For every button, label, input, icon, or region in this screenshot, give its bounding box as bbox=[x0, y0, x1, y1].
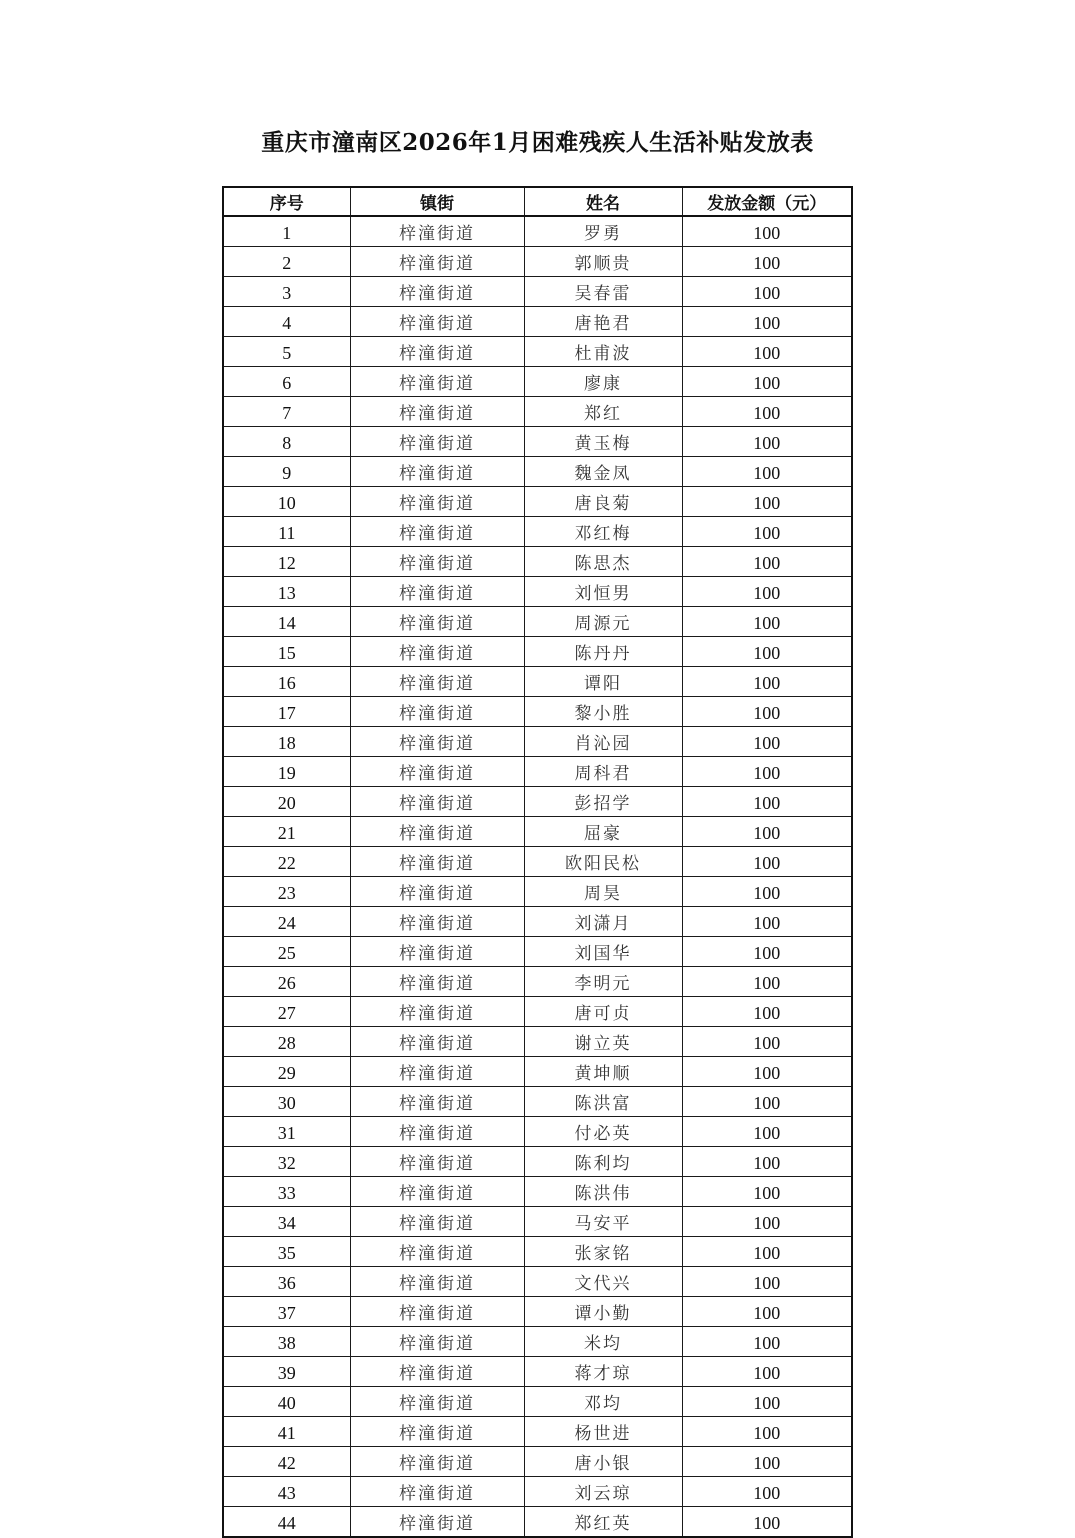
cell-name: 谭阳 bbox=[524, 667, 682, 697]
cell-street: 梓潼街道 bbox=[350, 1507, 524, 1538]
header-name: 姓名 bbox=[524, 187, 682, 216]
cell-seq: 9 bbox=[223, 457, 350, 487]
cell-amount: 100 bbox=[682, 727, 852, 757]
cell-amount: 100 bbox=[682, 637, 852, 667]
cell-name: 欧阳民松 bbox=[524, 847, 682, 877]
cell-amount: 100 bbox=[682, 1447, 852, 1477]
cell-amount: 100 bbox=[682, 547, 852, 577]
cell-seq: 39 bbox=[223, 1357, 350, 1387]
cell-street: 梓潼街道 bbox=[350, 1027, 524, 1057]
cell-street: 梓潼街道 bbox=[350, 907, 524, 937]
cell-amount: 100 bbox=[682, 1357, 852, 1387]
cell-amount: 100 bbox=[682, 247, 852, 277]
cell-seq: 25 bbox=[223, 937, 350, 967]
cell-seq: 1 bbox=[223, 216, 350, 247]
cell-amount: 100 bbox=[682, 817, 852, 847]
cell-name: 谭小勤 bbox=[524, 1297, 682, 1327]
table-row bbox=[223, 1147, 852, 1177]
cell-amount: 100 bbox=[682, 907, 852, 937]
cell-street: 梓潼街道 bbox=[350, 367, 524, 397]
cell-seq: 23 bbox=[223, 877, 350, 907]
cell-street: 梓潼街道 bbox=[350, 1057, 524, 1087]
subsidy-table bbox=[222, 186, 853, 1538]
cell-street: 梓潼街道 bbox=[350, 1417, 524, 1447]
cell-name: 廖康 bbox=[524, 367, 682, 397]
table-row bbox=[223, 337, 852, 367]
cell-seq: 36 bbox=[223, 1267, 350, 1297]
cell-name: 刘云琼 bbox=[524, 1477, 682, 1507]
cell-name: 黄坤顺 bbox=[524, 1057, 682, 1087]
table-row bbox=[223, 307, 852, 337]
cell-amount: 100 bbox=[682, 1417, 852, 1447]
table-row bbox=[223, 1267, 852, 1297]
cell-street: 梓潼街道 bbox=[350, 216, 524, 247]
cell-street: 梓潼街道 bbox=[350, 1297, 524, 1327]
cell-amount: 100 bbox=[682, 967, 852, 997]
header-amount: 发放金额（元） bbox=[682, 187, 852, 216]
cell-name: 周源元 bbox=[524, 607, 682, 637]
table-row bbox=[223, 1417, 852, 1447]
cell-street: 梓潼街道 bbox=[350, 1447, 524, 1477]
cell-seq: 6 bbox=[223, 367, 350, 397]
cell-name: 唐可贞 bbox=[524, 997, 682, 1027]
cell-street: 梓潼街道 bbox=[350, 397, 524, 427]
table-row bbox=[223, 487, 852, 517]
cell-seq: 22 bbox=[223, 847, 350, 877]
cell-seq: 18 bbox=[223, 727, 350, 757]
table-row bbox=[223, 1117, 852, 1147]
cell-amount: 100 bbox=[682, 1387, 852, 1417]
cell-street: 梓潼街道 bbox=[350, 1477, 524, 1507]
table-row bbox=[223, 937, 852, 967]
cell-name: 蒋才琼 bbox=[524, 1357, 682, 1387]
cell-amount: 100 bbox=[682, 1237, 852, 1267]
cell-name: 付必英 bbox=[524, 1117, 682, 1147]
cell-street: 梓潼街道 bbox=[350, 1387, 524, 1417]
cell-amount: 100 bbox=[682, 1507, 852, 1538]
cell-name: 屈豪 bbox=[524, 817, 682, 847]
table-row bbox=[223, 607, 852, 637]
cell-amount: 100 bbox=[682, 1207, 852, 1237]
cell-amount: 100 bbox=[682, 1297, 852, 1327]
cell-amount: 100 bbox=[682, 337, 852, 367]
cell-street: 梓潼街道 bbox=[350, 967, 524, 997]
cell-street: 梓潼街道 bbox=[350, 997, 524, 1027]
cell-street: 梓潼街道 bbox=[350, 637, 524, 667]
cell-street: 梓潼街道 bbox=[350, 817, 524, 847]
cell-seq: 17 bbox=[223, 697, 350, 727]
cell-amount: 100 bbox=[682, 1477, 852, 1507]
cell-seq: 21 bbox=[223, 817, 350, 847]
cell-seq: 40 bbox=[223, 1387, 350, 1417]
cell-street: 梓潼街道 bbox=[350, 1147, 524, 1177]
cell-seq: 7 bbox=[223, 397, 350, 427]
table-row bbox=[223, 997, 852, 1027]
cell-street: 梓潼街道 bbox=[350, 487, 524, 517]
cell-amount: 100 bbox=[682, 1327, 852, 1357]
cell-seq: 37 bbox=[223, 1297, 350, 1327]
table-row bbox=[223, 637, 852, 667]
cell-seq: 44 bbox=[223, 1507, 350, 1538]
table-row bbox=[223, 1237, 852, 1267]
cell-seq: 16 bbox=[223, 667, 350, 697]
table-row bbox=[223, 1057, 852, 1087]
cell-street: 梓潼街道 bbox=[350, 427, 524, 457]
cell-amount: 100 bbox=[682, 997, 852, 1027]
cell-street: 梓潼街道 bbox=[350, 697, 524, 727]
cell-amount: 100 bbox=[682, 307, 852, 337]
cell-name: 唐良菊 bbox=[524, 487, 682, 517]
cell-seq: 31 bbox=[223, 1117, 350, 1147]
cell-seq: 43 bbox=[223, 1477, 350, 1507]
cell-name: 周昊 bbox=[524, 877, 682, 907]
table-row bbox=[223, 577, 852, 607]
cell-amount: 100 bbox=[682, 607, 852, 637]
table-row bbox=[223, 667, 852, 697]
cell-street: 梓潼街道 bbox=[350, 277, 524, 307]
table-row bbox=[223, 757, 852, 787]
table-row bbox=[223, 697, 852, 727]
cell-street: 梓潼街道 bbox=[350, 1207, 524, 1237]
cell-name: 郭顺贵 bbox=[524, 247, 682, 277]
cell-name: 李明元 bbox=[524, 967, 682, 997]
cell-amount: 100 bbox=[682, 847, 852, 877]
page-title: 重庆市潼南区2026年1月困难残疾人生活补贴发放表 bbox=[261, 129, 814, 156]
table-row bbox=[223, 787, 852, 817]
table-row bbox=[223, 397, 852, 427]
cell-seq: 14 bbox=[223, 607, 350, 637]
cell-name: 彭招学 bbox=[524, 787, 682, 817]
cell-street: 梓潼街道 bbox=[350, 457, 524, 487]
cell-amount: 100 bbox=[682, 697, 852, 727]
table-row bbox=[223, 517, 852, 547]
cell-seq: 42 bbox=[223, 1447, 350, 1477]
cell-seq: 8 bbox=[223, 427, 350, 457]
cell-name: 刘潇月 bbox=[524, 907, 682, 937]
cell-seq: 34 bbox=[223, 1207, 350, 1237]
cell-seq: 33 bbox=[223, 1177, 350, 1207]
cell-amount: 100 bbox=[682, 757, 852, 787]
cell-name: 张家铭 bbox=[524, 1237, 682, 1267]
cell-street: 梓潼街道 bbox=[350, 667, 524, 697]
table-row bbox=[223, 1477, 852, 1507]
cell-street: 梓潼街道 bbox=[350, 1087, 524, 1117]
cell-amount: 100 bbox=[682, 487, 852, 517]
header-street: 镇街 bbox=[350, 187, 524, 216]
cell-street: 梓潼街道 bbox=[350, 247, 524, 277]
cell-amount: 100 bbox=[682, 577, 852, 607]
cell-name: 杨世进 bbox=[524, 1417, 682, 1447]
cell-amount: 100 bbox=[682, 877, 852, 907]
cell-name: 陈洪伟 bbox=[524, 1177, 682, 1207]
table-row bbox=[223, 1027, 852, 1057]
cell-street: 梓潼街道 bbox=[350, 577, 524, 607]
cell-amount: 100 bbox=[682, 517, 852, 547]
cell-amount: 100 bbox=[682, 397, 852, 427]
table-row bbox=[223, 547, 852, 577]
table-row bbox=[223, 277, 852, 307]
cell-street: 梓潼街道 bbox=[350, 877, 524, 907]
cell-seq: 26 bbox=[223, 967, 350, 997]
cell-street: 梓潼街道 bbox=[350, 1237, 524, 1267]
table-row bbox=[223, 427, 852, 457]
cell-street: 梓潼街道 bbox=[350, 727, 524, 757]
cell-street: 梓潼街道 bbox=[350, 1177, 524, 1207]
cell-street: 梓潼街道 bbox=[350, 607, 524, 637]
table-row bbox=[223, 1357, 852, 1387]
cell-amount: 100 bbox=[682, 367, 852, 397]
cell-name: 文代兴 bbox=[524, 1267, 682, 1297]
table-row bbox=[223, 817, 852, 847]
cell-street: 梓潼街道 bbox=[350, 307, 524, 337]
cell-name: 郑红英 bbox=[524, 1507, 682, 1538]
table-row bbox=[223, 1087, 852, 1117]
cell-seq: 28 bbox=[223, 1027, 350, 1057]
cell-name: 魏金凤 bbox=[524, 457, 682, 487]
cell-name: 刘恒男 bbox=[524, 577, 682, 607]
cell-name: 米均 bbox=[524, 1327, 682, 1357]
table-header bbox=[223, 187, 852, 216]
cell-seq: 41 bbox=[223, 1417, 350, 1447]
cell-seq: 24 bbox=[223, 907, 350, 937]
table-row bbox=[223, 247, 852, 277]
table-row bbox=[223, 847, 852, 877]
cell-name: 刘国华 bbox=[524, 937, 682, 967]
cell-seq: 10 bbox=[223, 487, 350, 517]
cell-name: 吴春雷 bbox=[524, 277, 682, 307]
cell-amount: 100 bbox=[682, 1267, 852, 1297]
cell-amount: 100 bbox=[682, 1027, 852, 1057]
table-row bbox=[223, 1387, 852, 1417]
cell-amount: 100 bbox=[682, 277, 852, 307]
table-row bbox=[223, 367, 852, 397]
cell-street: 梓潼街道 bbox=[350, 1117, 524, 1147]
cell-seq: 29 bbox=[223, 1057, 350, 1087]
table-row bbox=[223, 1447, 852, 1477]
cell-name: 郑红 bbox=[524, 397, 682, 427]
cell-seq: 15 bbox=[223, 637, 350, 667]
cell-seq: 27 bbox=[223, 997, 350, 1027]
cell-street: 梓潼街道 bbox=[350, 1267, 524, 1297]
cell-name: 邓红梅 bbox=[524, 517, 682, 547]
cell-amount: 100 bbox=[682, 667, 852, 697]
cell-name: 周科君 bbox=[524, 757, 682, 787]
cell-amount: 100 bbox=[682, 1117, 852, 1147]
cell-seq: 13 bbox=[223, 577, 350, 607]
table-row bbox=[223, 1327, 852, 1357]
cell-street: 梓潼街道 bbox=[350, 757, 524, 787]
cell-amount: 100 bbox=[682, 457, 852, 487]
table-row bbox=[223, 907, 852, 937]
cell-name: 马安平 bbox=[524, 1207, 682, 1237]
table-row bbox=[223, 216, 852, 247]
cell-name: 谢立英 bbox=[524, 1027, 682, 1057]
cell-street: 梓潼街道 bbox=[350, 787, 524, 817]
cell-seq: 35 bbox=[223, 1237, 350, 1267]
cell-seq: 5 bbox=[223, 337, 350, 367]
table-row bbox=[223, 967, 852, 997]
cell-street: 梓潼街道 bbox=[350, 517, 524, 547]
cell-seq: 12 bbox=[223, 547, 350, 577]
header-seq: 序号 bbox=[223, 187, 350, 216]
cell-street: 梓潼街道 bbox=[350, 847, 524, 877]
table-row bbox=[223, 1207, 852, 1237]
cell-amount: 100 bbox=[682, 787, 852, 817]
table-row bbox=[223, 877, 852, 907]
cell-name: 邓均 bbox=[524, 1387, 682, 1417]
cell-name: 黎小胜 bbox=[524, 697, 682, 727]
cell-street: 梓潼街道 bbox=[350, 337, 524, 367]
cell-amount: 100 bbox=[682, 216, 852, 247]
cell-name: 陈思杰 bbox=[524, 547, 682, 577]
cell-name: 陈利均 bbox=[524, 1147, 682, 1177]
cell-seq: 11 bbox=[223, 517, 350, 547]
cell-amount: 100 bbox=[682, 1147, 852, 1177]
cell-seq: 38 bbox=[223, 1327, 350, 1357]
cell-seq: 2 bbox=[223, 247, 350, 277]
cell-name: 唐小银 bbox=[524, 1447, 682, 1477]
table-row bbox=[223, 1297, 852, 1327]
cell-name: 肖沁园 bbox=[524, 727, 682, 757]
cell-name: 陈洪富 bbox=[524, 1087, 682, 1117]
cell-amount: 100 bbox=[682, 427, 852, 457]
cell-seq: 32 bbox=[223, 1147, 350, 1177]
cell-name: 罗勇 bbox=[524, 216, 682, 247]
header-row bbox=[223, 187, 852, 216]
cell-amount: 100 bbox=[682, 1087, 852, 1117]
cell-seq: 19 bbox=[223, 757, 350, 787]
cell-seq: 3 bbox=[223, 277, 350, 307]
cell-name: 杜甫波 bbox=[524, 337, 682, 367]
cell-seq: 20 bbox=[223, 787, 350, 817]
cell-street: 梓潼街道 bbox=[350, 547, 524, 577]
cell-name: 唐艳君 bbox=[524, 307, 682, 337]
table-body bbox=[223, 216, 852, 1537]
cell-street: 梓潼街道 bbox=[350, 1327, 524, 1357]
cell-amount: 100 bbox=[682, 937, 852, 967]
cell-amount: 100 bbox=[682, 1177, 852, 1207]
cell-street: 梓潼街道 bbox=[350, 937, 524, 967]
table-row bbox=[223, 457, 852, 487]
cell-amount: 100 bbox=[682, 1057, 852, 1087]
table-row bbox=[223, 1507, 852, 1538]
cell-seq: 30 bbox=[223, 1087, 350, 1117]
table-row bbox=[223, 727, 852, 757]
cell-seq: 4 bbox=[223, 307, 350, 337]
cell-street: 梓潼街道 bbox=[350, 1357, 524, 1387]
cell-name: 黄玉梅 bbox=[524, 427, 682, 457]
table-row bbox=[223, 1177, 852, 1207]
cell-name: 陈丹丹 bbox=[524, 637, 682, 667]
